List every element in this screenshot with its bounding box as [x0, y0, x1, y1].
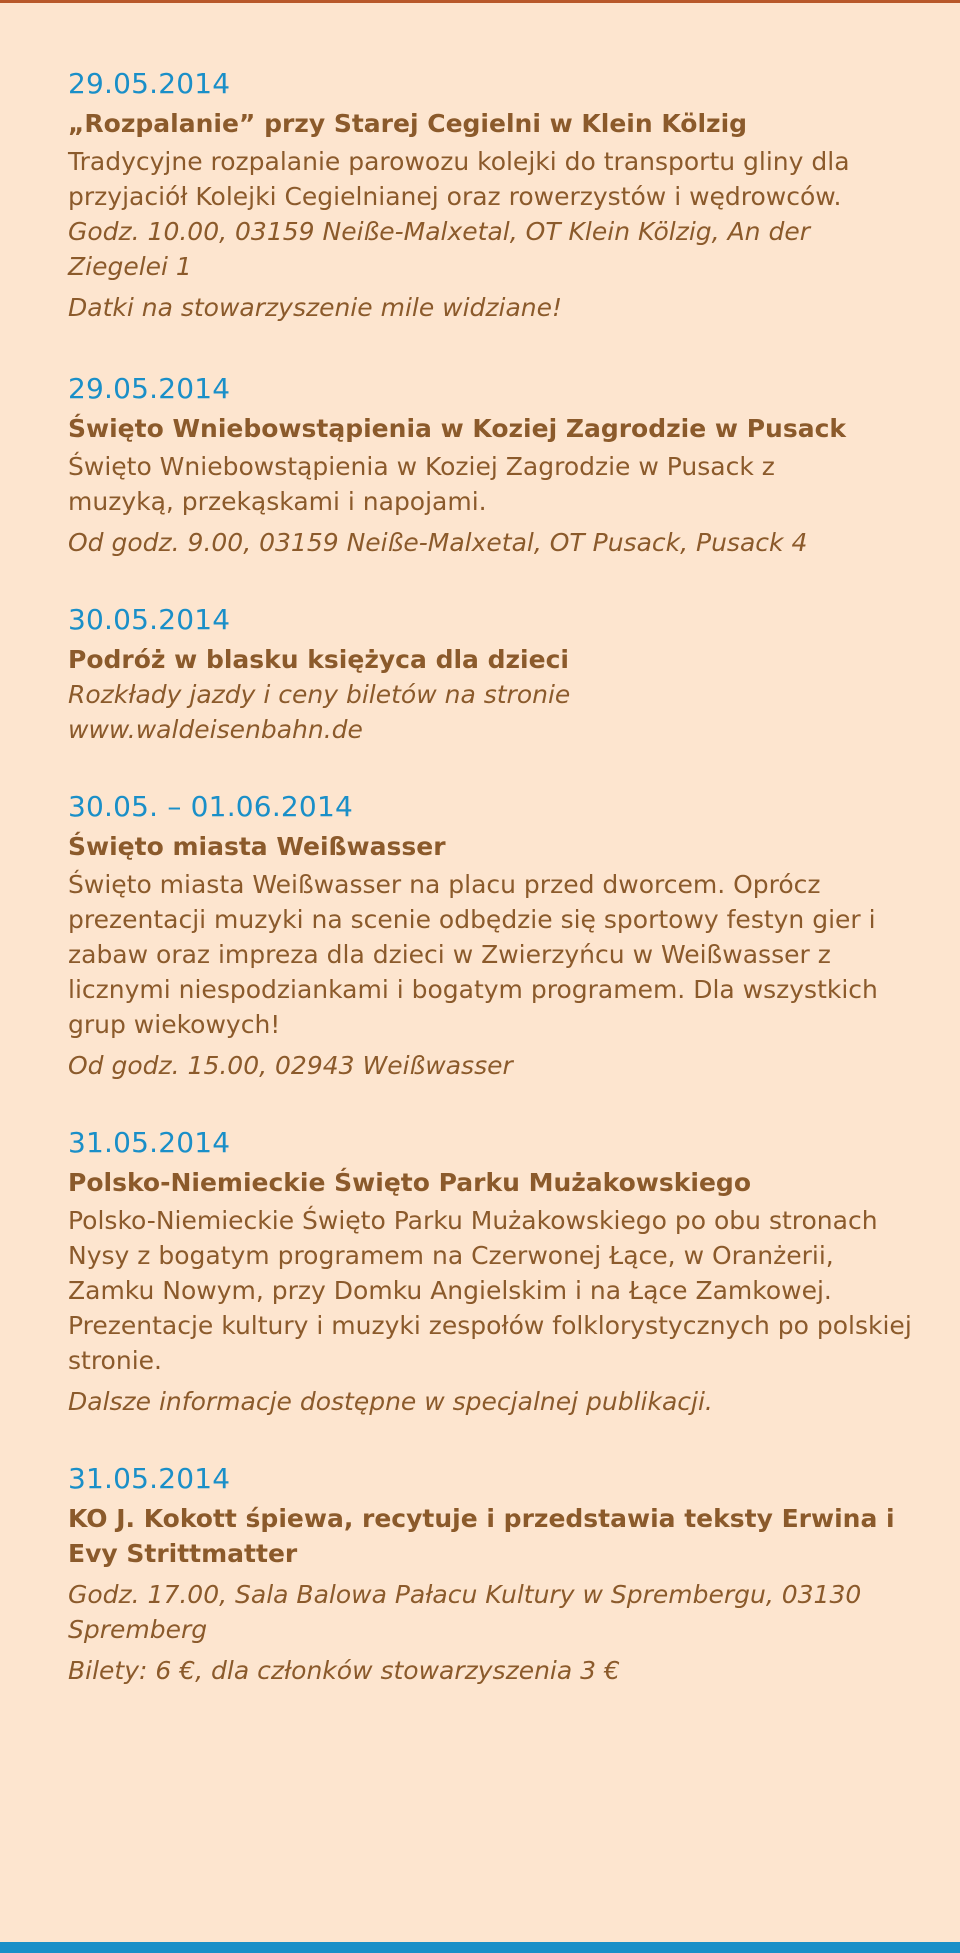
- event-item: [68, 785, 918, 1083]
- event-title: Podróż w blasku księżyca dla dzieci: [68, 645, 569, 674]
- event-info: Dalsze informacje dostępne w specjalnej publikacji.: [68, 1387, 713, 1416]
- event-description: Święto Wniebowstąpienia w Koziej Zagrodzie w Pusack z muzyką, przekąskami i napojami.: [68, 452, 775, 516]
- event-title: KO J. Kokott śpiewa, recytuje i przedstawia teksty Erwina i Evy Strittmatter: [68, 1504, 895, 1568]
- event-item: [68, 1457, 918, 1688]
- event-info: Godz. 10.00, 03159 Neiße-Malxetal, OT Klein Kölzig, An der Ziegelei 1: [68, 217, 810, 281]
- event-description: Polsko-Niemieckie Święto Parku Mużakowskiego po obu stronach Nysy z bogatym programem na Czerwonej Łące, w Oranżerii, Zamku Nowym, przy Domku Angielskim i na Łące Zamkowej. Prezentacje kultury i muzyki zespołów folklorystycznych po polskiej stronie.: [68, 1206, 912, 1375]
- bottom-bar: [0, 1942, 960, 1953]
- event-note: Bilety: 6 €, dla członków stowarzyszenia 3 €: [68, 1656, 620, 1685]
- event-title: Polsko-Niemieckie Święto Parku Mużakowskiego: [68, 1168, 752, 1197]
- event-item: [68, 598, 918, 747]
- event-item: [68, 1121, 918, 1419]
- event-info: Od godz. 9.00, 03159 Neiße-Malxetal, OT Pusack, Pusack 4: [68, 528, 808, 557]
- event-item: [68, 62, 918, 325]
- event-info: Godz. 17.00, Sala Balowa Pałacu Kultury w Sprembergu, 03130 Spremberg: [68, 1580, 862, 1644]
- event-info: Rozkłady jazdy i ceny biletów na stronie www.waldeisenbahn.de: [68, 680, 571, 744]
- event-note: Datki na stowarzyszenie mile widziane!: [68, 293, 563, 322]
- event-title: Święto Wniebowstąpienia w Koziej Zagrodzie w Pusack: [68, 414, 847, 443]
- event-date: 29.05.2014: [68, 372, 231, 405]
- event-date: 30.05.2014: [68, 603, 231, 636]
- event-info: Od godz. 15.00, 02943 Weißwasser: [68, 1051, 513, 1080]
- event-date: 31.05.2014: [68, 1462, 231, 1495]
- event-date: 29.05.2014: [68, 67, 231, 100]
- top-rule: [0, 0, 960, 3]
- event-title: Święto miasta Weißwasser: [68, 832, 446, 861]
- event-list: [68, 62, 918, 1726]
- event-title: „Rozpalanie” przy Starej Cegielni w Klein Kölzig: [68, 109, 748, 138]
- event-description: Tradycyjne rozpalanie parowozu kolejki do transportu gliny dla przyjaciół Kolejki Cegielnianej oraz rowerzystów i wędrowców.: [68, 147, 850, 211]
- event-date: 30.05. – 01.06.2014: [68, 790, 353, 823]
- event-date: 31.05.2014: [68, 1126, 231, 1159]
- event-item: [68, 367, 918, 560]
- event-description: Święto miasta Weißwasser na placu przed dworcem. Oprócz prezentacji muzyki na scenie odbędzie się sportowy festyn gier i zabaw oraz impreza dla dzieci w Zwierzyńcu w Weißwasser z licznymi niespodziankami i bogatym programem. Dla wszystkich grup wiekowych!: [68, 870, 878, 1039]
